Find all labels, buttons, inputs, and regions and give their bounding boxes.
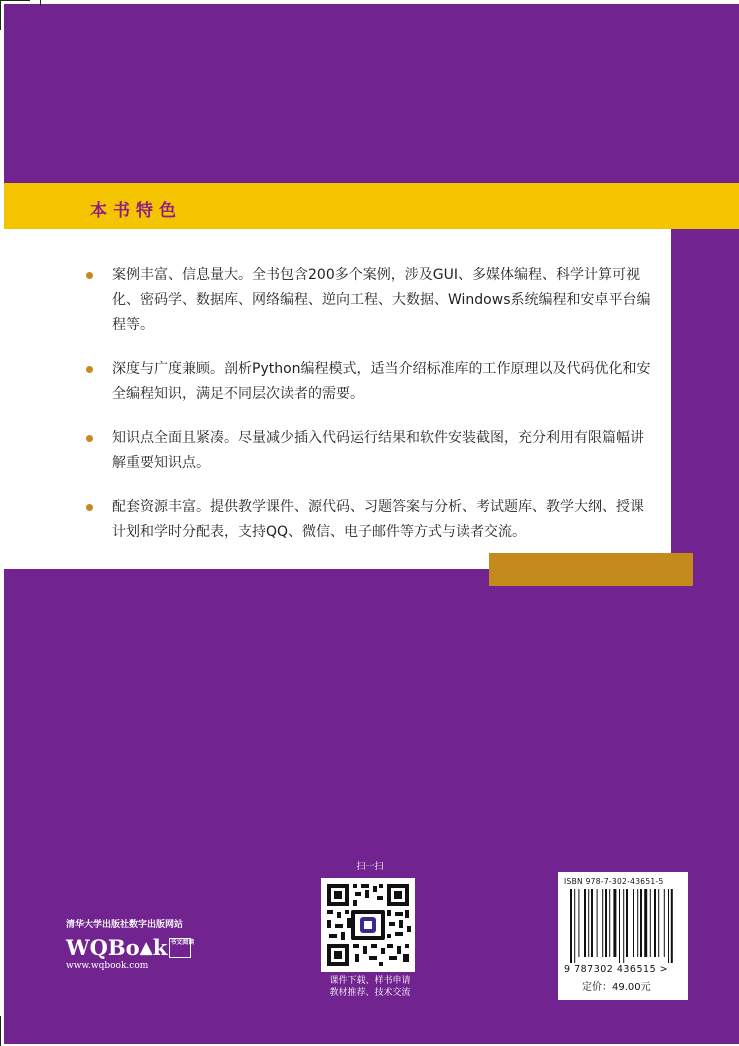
bullet-icon: [86, 435, 93, 442]
logo-text: WQBo: [66, 935, 140, 960]
barcode-digits: 9 787302 436515 >: [564, 964, 669, 975]
publisher-block: [66, 920, 196, 972]
feature-list: [84, 263, 654, 564]
wqbook-logo: [66, 937, 196, 959]
qr-code-icon: [321, 878, 415, 972]
bullet-icon: [86, 272, 93, 279]
qr-caption-line: 教材推荐、技术交流: [329, 988, 411, 998]
feature-item: [84, 495, 654, 545]
qr-label: 扫一扫: [356, 862, 384, 872]
crop-mark: [0, 0, 30, 1]
bullet-icon: [86, 504, 93, 511]
price-label: 定价：49.00元: [582, 982, 651, 993]
bullet-icon: [86, 366, 93, 373]
qr-code[interactable]: [321, 878, 415, 972]
qr-caption: [300, 975, 440, 999]
feature-item: [84, 357, 654, 407]
isbn-text: ISBN 978-7-302-43651-5: [564, 877, 664, 886]
feature-text: 案例丰富、信息量大。全书包含200多个案例，涉及GUI、多媒体编程、科学计算可视化、密码学、数据库、网络编程、逆向工程、大数据、Windows系统编程和安卓平台编程等。: [112, 267, 651, 333]
feature-item: [84, 263, 654, 338]
logo-badge: 书文阅读: [169, 938, 191, 958]
crop-mark: [40, 0, 41, 6]
barcode-icon: [570, 889, 684, 963]
publisher-name: 清华大学出版社数字出版网站: [66, 920, 184, 930]
logo-book-icon: ▲: [139, 938, 153, 958]
barcode-block: [558, 872, 688, 1000]
qr-caption-line: 课件下载、样书申请: [329, 976, 411, 986]
section-title: 本书特色: [90, 201, 182, 221]
crop-mark: [0, 1016, 1, 1046]
feature-item: [84, 426, 654, 476]
feature-text: 知识点全面且紧凑。尽量减少插入代码运行结果和软件安装截图，充分利用有限篇幅讲解重要知识点。: [112, 430, 644, 471]
feature-text: 配套资源丰富。提供教学课件、源代码、习题答案与分析、考试题库、教学大纲、授课计划和学时分配表，支持QQ、微信、电子邮件等方式与读者交流。: [112, 499, 644, 540]
crop-mark: [0, 0, 1, 30]
feature-text: 深度与广度兼顾。剖析Python编程模式，适当介绍标准库的工作原理以及代码优化和安全编程知识，满足不同层次读者的需要。: [112, 361, 651, 402]
accent-bar: [489, 553, 693, 586]
publisher-website: www.wqbook.com: [66, 961, 149, 971]
logo-text-2: k: [152, 935, 168, 960]
